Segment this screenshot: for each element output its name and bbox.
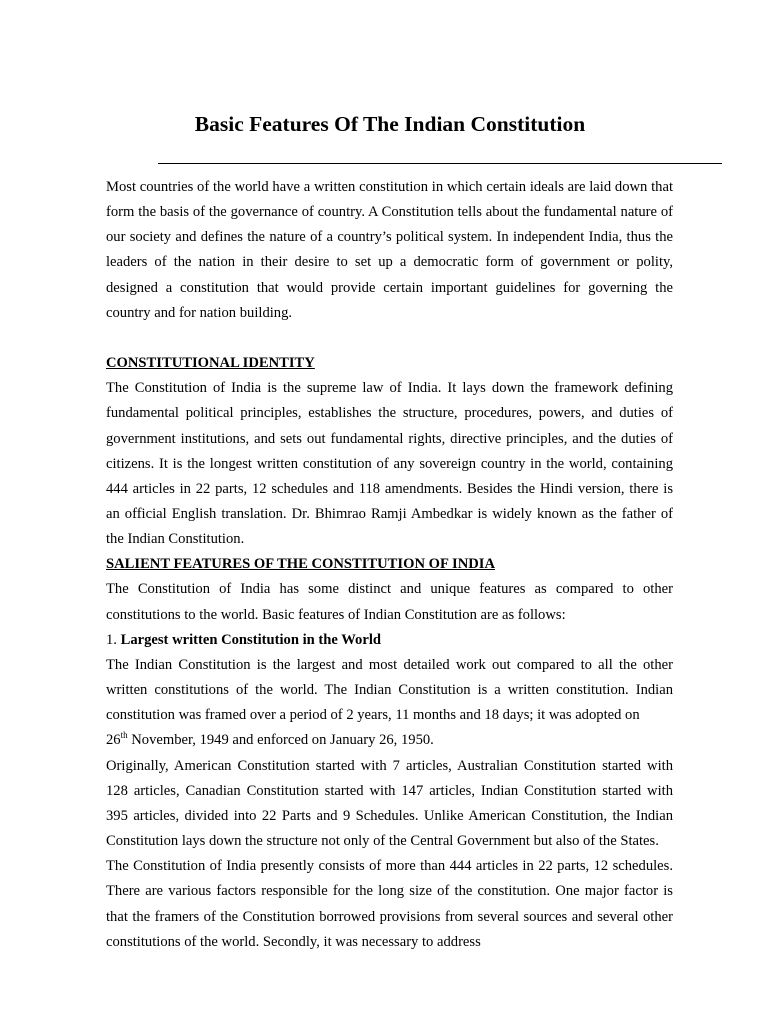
- feature-item-heading: [106, 628, 673, 653]
- original-articles-paragraph: Originally, American Constitution started with 7 articles, Australian Constitution started with 128 articles, Canadian Constitution started with 147 articles, Indian Constitution started with 395 articles, divided into 22 Parts and 9 Schedules. Unlike American Constitution, the Indian Constitution lays down the structure not only of the Central Government but also of the States.: [106, 757, 673, 850]
- largest-constitution-paragraph: The Indian Constitution is the largest and most detailed work out compared to all the other written constitutions of the world. The Indian Constitution is a written constitution. Indian constitution was framed over a period of 2 years, 11 months and 18 days; it was adopted on: [106, 656, 673, 724]
- adoption-date-rest: November, 1949 and enforced on January 26, 1950.: [127, 732, 434, 749]
- section-heading-constitutional-identity: CONSTITUTIONAL IDENTITY: [106, 355, 315, 372]
- title-underline-rule: [158, 163, 722, 164]
- adoption-date-line: [106, 728, 673, 753]
- document-title: Basic Features Of The Indian Constitution: [194, 112, 586, 136]
- feature-item-title: Largest written Constitution in the World: [120, 631, 381, 648]
- feature-item-number: 1.: [106, 631, 121, 648]
- constitutional-identity-paragraph: The Constitution of India is the supreme law of India. It lays down the framework defining fundamental political principles, establishes the structure, procedures, powers, and duties of government institutions, and sets out fundamental rights, directive principles, and the duties of citizens. It is the longest written constitution of any sovereign country in the world, containing 444 articles in 22 parts, 12 schedules and 118 amendments. Besides the Hindi version, there is an official English translation. Dr. Bhimrao Ramji Ambedkar is widely known as the father of the Indian Constitution.: [106, 380, 673, 548]
- adoption-date-suffix: th: [120, 730, 128, 741]
- paragraph-gap: [106, 326, 673, 351]
- present-articles-paragraph: The Constitution of India presently consists of more than 444 articles in 22 parts, 12 schedules. There are various factors responsible for the long size of the constitution. One major factor is that the framers of the Constitution borrowed provisions from several sources and several other constitutions of the world. Secondly, it was necessary to address: [106, 858, 673, 950]
- document-body: [106, 175, 673, 955]
- adoption-date-day: 26: [106, 732, 121, 749]
- section-heading-salient-features: SALIENT FEATURES OF THE CONSTITUTION OF INDIA: [106, 556, 495, 573]
- salient-features-paragraph: The Constitution of India has some distinct and unique features as compared to other constitutions to the world. Basic features of Indian Constitution are as follows:: [106, 581, 673, 623]
- intro-paragraph: Most countries of the world have a written constitution in which certain ideals are laid down that form the basis of the governance of country. A Constitution tells about the fundamental nature of our society and defines the nature of a country’s political system. In independent India, thus the leaders of the nation in their desire to set up a democratic form of government or polity, designed a constitution that would provide certain important guidelines for governing the country and for nation building.: [106, 179, 673, 321]
